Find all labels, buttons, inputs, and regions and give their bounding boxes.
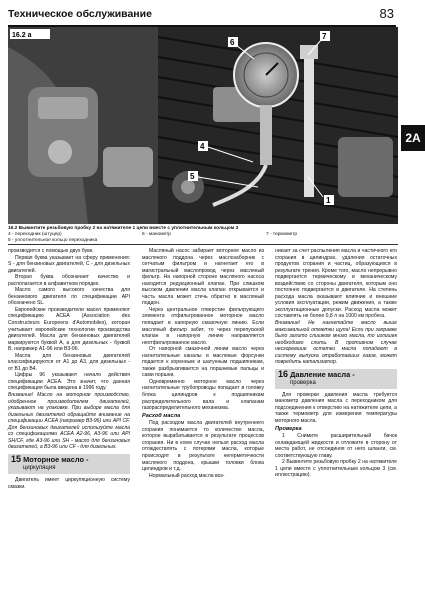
paragraph: производится с помощью двух букв.: [8, 248, 94, 254]
legend-item: 4 - переходник (штуцер): [8, 232, 62, 237]
paragraph: Под расходом масла двигателей внутреннего сгорания понимается то количество масла, которое вырабатывается в результате процессов сгорания. Ни в коем случае нельзя расход масла отождествлять с потерями масла, которые происходят в результате негерметичности масляного поддона, крышки головки блока цилиндров и т.д.: [142, 420, 264, 473]
page-header: [8, 5, 396, 27]
paragraph: Нормальный расход масла воз-: [149, 472, 225, 479]
text-column-1: [8, 248, 130, 490]
paragraph: Цифры 96 указывают начало действия спецификации ACEA. Это значит, что данная спецификация была введена в 1996 году.: [8, 372, 130, 392]
paragraph: 2 Вывинтите резьбовую пробку 2 на натяжителе 1 цепи вместе с уплотнительным кольцом 3 (см. иллюстрацию).: [275, 459, 397, 479]
engine-photo: [8, 27, 398, 224]
callout-6: 6: [230, 38, 235, 47]
paragraph: Двигатель имеет циркуляционную систему смазки.: [8, 476, 130, 490]
paragraph: Масла для бензиновых двигателей классифицируются от A1 до A3, для дизельных - от B1 до B4.: [8, 352, 130, 372]
section-subtitle: циркуляция: [23, 464, 56, 471]
section-title: Моторное масло -: [23, 454, 89, 464]
photo-label: 16.2 a: [12, 32, 32, 39]
note: Внимание! Масло на моторное производство, одобренное производителем двигателей, указывают на упаковке. При выборе масла для дизельных двигателей обращайте внимание на спецификации ACEA (например B3-96) или API CF. Для бензиновых двигателей используйте масла со спецификациями ACEA A2-96, A3-96 или API SH/CF, где A3-96 или SH - масло для бензиновых двигателей, а B3-96 или CF - для дизельных.: [8, 392, 130, 451]
paragraph: никает за счет распыления масла и частичного его сгорания в цилиндрах, удаления остаточных продуктов сгорания и частиц, образующихся в результате трения. Кроме того, масло непрерывно подвергается термическому и механическому воздействию со стороны двигателя, которым оно постоянно подвергается в двигателе. На степень расхода масла оказывают влияние и внешние условия эксплуатации, режим движения, а также эксплуатационные допуски. Расход масла может составлять не более 0,8 л на 1000 км пробега.: [275, 248, 397, 320]
paragraph: Одновременно моторное масло через нагнетательные трубопроводы попадает в головку блока цилиндров к подшипникам распределительного вала и клапанам газораспределительного механизма.: [142, 378, 264, 412]
paragraph: Вторая буква обозначает качество и располагается в алфавитном порядке.: [8, 274, 130, 287]
section-heading-15: [8, 454, 130, 474]
subheading: Расход масла: [142, 412, 181, 419]
section-number: 15: [11, 453, 22, 464]
callout-7: 7: [322, 32, 327, 41]
page-number: 83: [379, 6, 394, 21]
legend-item: 6 - манометр: [142, 232, 171, 237]
engine-photo-drawing: [8, 27, 398, 224]
header-title: Техническое обслуживание: [8, 8, 152, 20]
paragraph: 1 Снимите расширительный бачок охлаждающей жидкости и отложите в сторону от места работ, не отсоединяя от него шланги, см. соответствующую главу.: [275, 433, 397, 459]
paragraph: Через центральное отверстие фильтрующего элемента отфильтрованное моторное масло попадает в напорную смазочную линию. Если масляный фильтр забит, то через перепускной клапан в напорную линию направляется неотфильтрованное масло.: [142, 306, 264, 346]
section-title: Давление масла -: [290, 369, 355, 379]
section-number: 16: [278, 368, 289, 379]
caption-divider: [8, 244, 398, 245]
chapter-tab: 2A: [401, 125, 425, 151]
subheading: Проверка: [275, 425, 302, 432]
text-column-3: [275, 248, 397, 479]
section-subtitle: проверка: [290, 379, 316, 386]
callout-1: 1: [326, 196, 331, 205]
paragraph: Масло самого высокого качества для бензинового двигателя по спецификации API обозначено SL.: [8, 287, 130, 307]
paragraph: Европейские производители масел применяют спецификацию ACEA (Association des Constructeurs Europeens d'Automobiles), которая учитывает европейские технологии производства двигателей. Масла для бензиновых двигателей маркируются буквой A, а для дизельных - буквой B, например A1-96 или B3-96.: [8, 306, 130, 353]
legend-item: 5 - уплотнительное кольцо переходника: [8, 238, 98, 243]
paragraph: Масляный насос забирает моторное масло из масляного поддона через маслозаборник с сетчатым фильтром и нагнетает его в магистральный маслопровод через масляный фильтр. На напорной стороне масляного насоса находится редукционный клапан. При слишком высоком давлении масла клапан открывается и часть масла может стечь обратно в масляный поддон.: [142, 248, 264, 307]
paragraph: От напорной смазочной линии масло через нагнетательные каналы и масляные форсунки подается к коренным и шатунным подшипникам, также разбрызгивается на поршневые пальцы и сами поршни.: [142, 346, 264, 379]
paragraph: Первая буква указывает на сферу применения: S - для бензиновых двигателей, C - для дизельных двигателей.: [8, 254, 130, 274]
caption-title: 16.2 Вывинтите резьбовую пробку 2 на натяжителе 1 цепи вместе с уплотнительным кольцом 3: [8, 226, 239, 231]
callout-4: 4: [200, 142, 205, 151]
text-column-2: [142, 248, 264, 479]
legend-item: 7 - термометр: [266, 232, 298, 237]
callout-5: 5: [190, 172, 195, 181]
paragraph: Для проверки давления масла требуется манометр давления масла с переходником для подсоединения к отверстию на натяжителе цепи, а также термометр для измерения температуры моторного масла.: [275, 391, 397, 425]
note: Внимание! Не нагнетайте масло выше максимальной отметки щупа! Если при заправке было залито слишком много масла, то излишек необходимо слить. В противном случае несгоревшие остатки масла попадают в систему выпуска отработавших газов, может повредить катализатор.: [275, 320, 397, 366]
section-heading-16: [275, 369, 397, 389]
figure-caption: [8, 226, 398, 244]
